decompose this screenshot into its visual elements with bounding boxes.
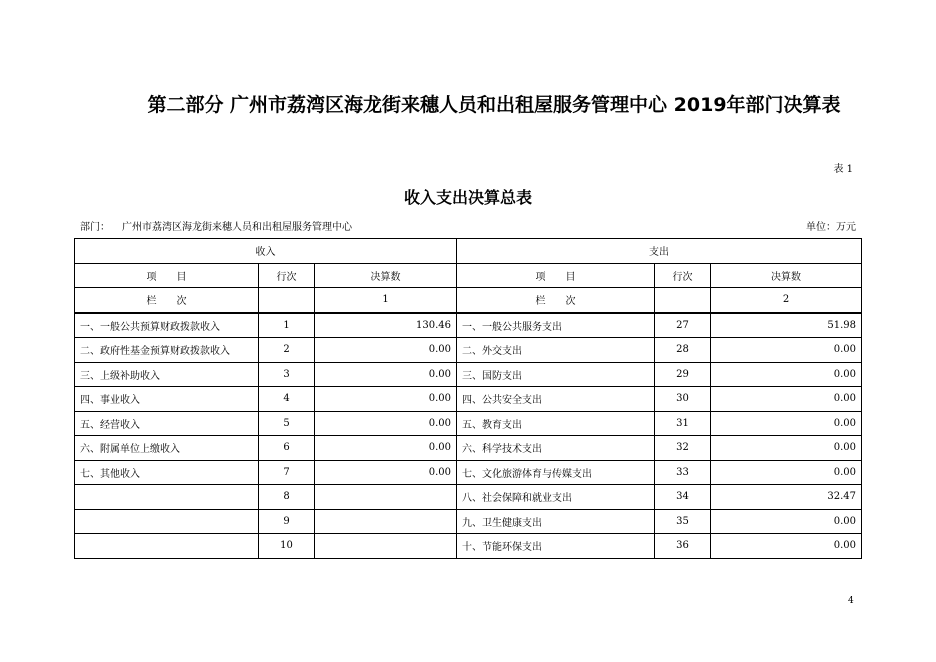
- income-item-cell: 六、附属单位上缴收入: [75, 436, 259, 461]
- income-rowno-cell: 10: [259, 534, 315, 559]
- income-amount-cell: 0.00: [315, 460, 457, 485]
- expense-rowno-cell: 34: [655, 485, 711, 510]
- expense-amount-cell: 0.00: [711, 460, 862, 485]
- income-section-header: 收入: [75, 239, 457, 264]
- column-index-row: [75, 288, 862, 313]
- income-amount-header: 决算数: [315, 263, 457, 288]
- income-item-cell: 四、事业收入: [75, 387, 259, 412]
- income-amount-cell: [315, 509, 457, 534]
- department-line: [80, 218, 352, 233]
- expense-lan-rowno: [655, 288, 711, 313]
- table-row: [75, 509, 862, 534]
- income-rowno-header: 行次: [259, 263, 315, 288]
- expense-item-cell: 一、一般公共服务支出: [457, 313, 655, 338]
- department-name: 广州市荔湾区海龙街来穗人员和出租屋服务管理中心: [122, 222, 352, 233]
- income-rowno-cell: 9: [259, 509, 315, 534]
- expense-rowno-cell: 35: [655, 509, 711, 534]
- income-amount-cell: 0.00: [315, 362, 457, 387]
- expense-rowno-cell: 27: [655, 313, 711, 338]
- income-rowno-cell: 4: [259, 387, 315, 412]
- table-row: [75, 387, 862, 412]
- expense-item-cell: 四、公共安全支出: [457, 387, 655, 412]
- expense-item-cell: 十、节能环保支出: [457, 534, 655, 559]
- income-rowno-cell: 2: [259, 338, 315, 363]
- expense-amount-cell: 32.47: [711, 485, 862, 510]
- unit-label: 单位：万元: [806, 222, 856, 233]
- income-amount-cell: 0.00: [315, 387, 457, 412]
- column-header-row: [75, 263, 862, 288]
- income-lan-label: 栏 次: [75, 288, 259, 313]
- table-row: [75, 460, 862, 485]
- section-header-row: [75, 239, 862, 264]
- expense-item-cell: 六、科学技术支出: [457, 436, 655, 461]
- income-rowno-cell: 7: [259, 460, 315, 485]
- expense-rowno-cell: 36: [655, 534, 711, 559]
- expense-amount-cell: 0.00: [711, 387, 862, 412]
- page-number: 4: [848, 596, 854, 606]
- expense-item-cell: 三、国防支出: [457, 362, 655, 387]
- income-col-index: 1: [315, 288, 457, 313]
- expense-item-header: 项 目: [457, 263, 655, 288]
- expense-amount-cell: 0.00: [711, 362, 862, 387]
- expense-rowno-cell: 28: [655, 338, 711, 363]
- expense-amount-cell: 0.00: [711, 509, 862, 534]
- expense-item-cell: 五、教育支出: [457, 411, 655, 436]
- income-amount-cell: [315, 485, 457, 510]
- expense-rowno-cell: 29: [655, 362, 711, 387]
- income-expense-table: [74, 238, 862, 559]
- expense-section-header: 支出: [457, 239, 862, 264]
- income-item-cell: 五、经营收入: [75, 411, 259, 436]
- income-item-cell: 二、政府性基金预算财政拨款收入: [75, 338, 259, 363]
- department-label: 部门：: [80, 222, 110, 233]
- expense-amount-header: 决算数: [711, 263, 862, 288]
- table-row: [75, 338, 862, 363]
- income-rowno-cell: 3: [259, 362, 315, 387]
- page-title: 第二部分 广州市荔湾区海龙街来穗人员和出租屋服务管理中心 2019年部门决算表: [147, 94, 841, 116]
- income-item-cell: 三、上级补助收入: [75, 362, 259, 387]
- expense-amount-cell: 0.00: [711, 338, 862, 363]
- expense-amount-cell: 0.00: [711, 411, 862, 436]
- expense-rowno-header: 行次: [655, 263, 711, 288]
- table-body: [75, 313, 862, 559]
- table-title: 收入支出决算总表: [403, 188, 532, 207]
- income-item-cell: [75, 485, 259, 510]
- expense-item-cell: 八、社会保障和就业支出: [457, 485, 655, 510]
- expense-rowno-cell: 33: [655, 460, 711, 485]
- table-row: [75, 313, 862, 338]
- income-rowno-cell: 8: [259, 485, 315, 510]
- income-lan-rowno: [259, 288, 315, 313]
- expense-item-cell: 七、文化旅游体育与传媒支出: [457, 460, 655, 485]
- expense-lan-label: 栏 次: [457, 288, 655, 313]
- income-rowno-cell: 5: [259, 411, 315, 436]
- income-item-cell: 一、一般公共预算财政拨款收入: [75, 313, 259, 338]
- income-amount-cell: 0.00: [315, 411, 457, 436]
- income-item-cell: [75, 509, 259, 534]
- table-row: [75, 411, 862, 436]
- expense-rowno-cell: 30: [655, 387, 711, 412]
- expense-amount-cell: 0.00: [711, 534, 862, 559]
- expense-amount-cell: 0.00: [711, 436, 862, 461]
- table-row: [75, 485, 862, 510]
- expense-amount-cell: 51.98: [711, 313, 862, 338]
- table-row: [75, 362, 862, 387]
- table-row: [75, 436, 862, 461]
- income-item-header: 项 目: [75, 263, 259, 288]
- expense-item-cell: 九、卫生健康支出: [457, 509, 655, 534]
- income-rowno-cell: 6: [259, 436, 315, 461]
- table-row: [75, 534, 862, 559]
- income-amount-cell: 130.46: [315, 313, 457, 338]
- income-item-cell: [75, 534, 259, 559]
- table-number: 表 1: [833, 164, 853, 175]
- expense-col-index: 2: [711, 288, 862, 313]
- income-amount-cell: [315, 534, 457, 559]
- income-amount-cell: 0.00: [315, 338, 457, 363]
- expense-rowno-cell: 31: [655, 411, 711, 436]
- expense-rowno-cell: 32: [655, 436, 711, 461]
- income-rowno-cell: 1: [259, 313, 315, 338]
- expense-item-cell: 二、外交支出: [457, 338, 655, 363]
- income-item-cell: 七、其他收入: [75, 460, 259, 485]
- income-amount-cell: 0.00: [315, 436, 457, 461]
